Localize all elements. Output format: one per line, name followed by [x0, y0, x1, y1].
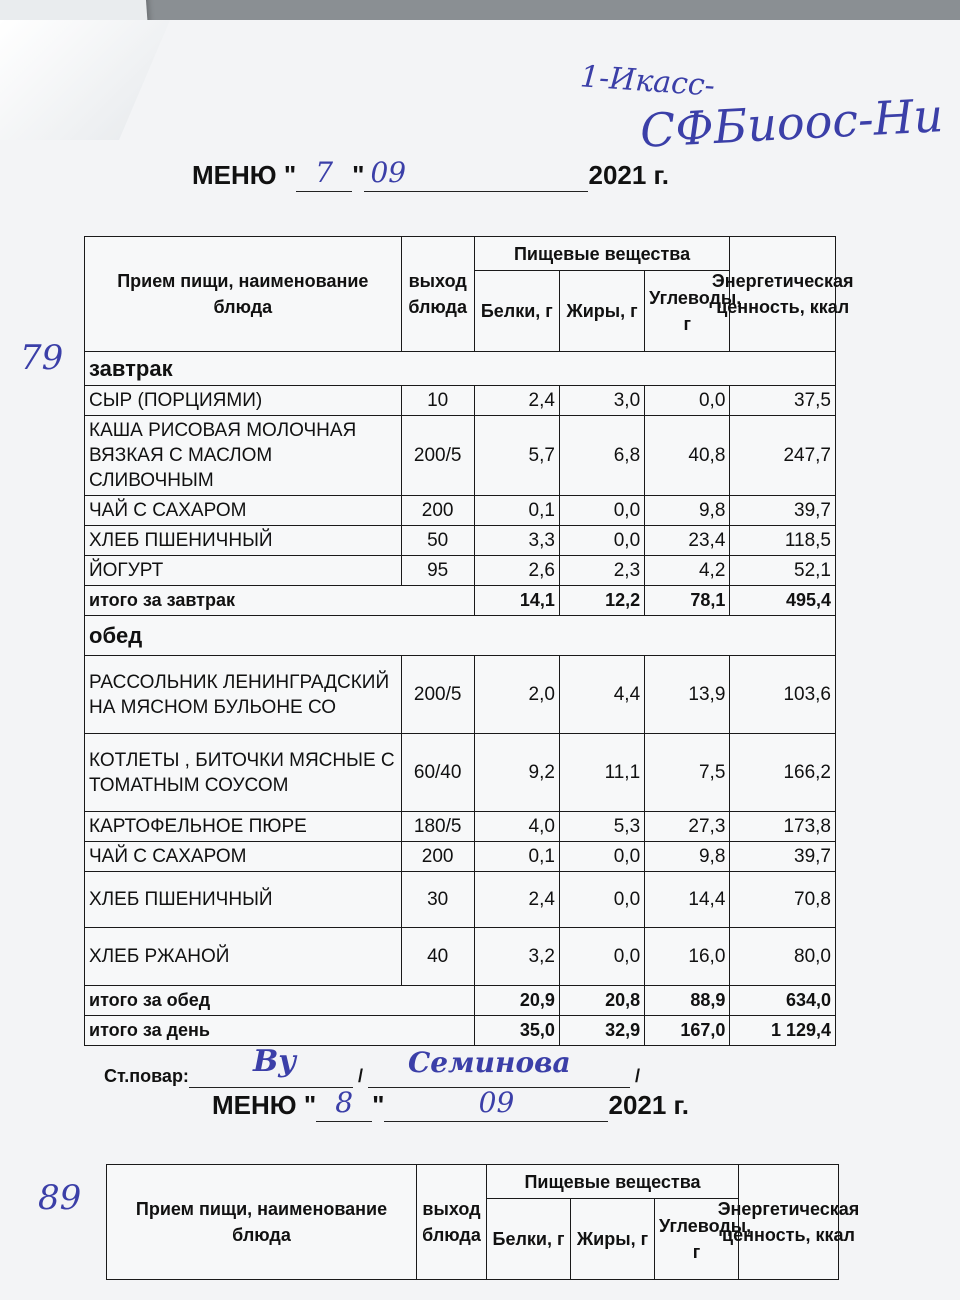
handwritten-class-1: 1-Икасс-	[578, 59, 716, 104]
dish-fat: 5,3	[559, 812, 644, 842]
dish-energy: 103,6	[730, 656, 836, 734]
dish-protein: 2,4	[474, 872, 559, 928]
dish-carbs: 14,4	[645, 872, 730, 928]
total-protein: 20,9	[474, 986, 559, 1016]
chef-signature: Ву	[252, 1044, 297, 1079]
dish-carbs: 27,3	[645, 812, 730, 842]
header-yield: выход блюда	[417, 1165, 487, 1280]
dish-protein: 3,3	[474, 526, 559, 556]
dish-yield: 200	[401, 842, 474, 872]
dish-name: ХЛЕБ ПШЕНИЧНЫЙ	[85, 526, 402, 556]
dish-energy: 52,1	[730, 556, 836, 586]
dish-name: СЫР (ПОРЦИЯМИ)	[85, 386, 402, 416]
breakfast-total-row	[85, 586, 836, 616]
dish-carbs: 9,8	[645, 496, 730, 526]
header-energy: Энергетическая ценность, ккал	[730, 237, 836, 352]
header-protein: Белки, г	[487, 1199, 571, 1280]
dish-energy: 166,2	[730, 734, 836, 812]
dish-fat: 3,0	[559, 386, 644, 416]
dish-fat: 0,0	[559, 928, 644, 986]
dish-protein: 0,1	[474, 496, 559, 526]
dish-energy: 247,7	[730, 416, 836, 496]
dish-fat: 2,3	[559, 556, 644, 586]
header-carbs: Углеводы, г	[645, 271, 730, 352]
menu2-table	[106, 1164, 860, 1280]
dish-energy: 173,8	[730, 812, 836, 842]
dish-carbs: 40,8	[645, 416, 730, 496]
handwritten-class-2: СФБиоос-Ни	[638, 88, 945, 158]
dish-fat: 6,8	[559, 416, 644, 496]
dish-carbs: 23,4	[645, 526, 730, 556]
table-row	[85, 416, 836, 496]
dish-yield: 40	[401, 928, 474, 986]
total-label: итого за обед	[85, 986, 475, 1016]
total-protein: 14,1	[474, 586, 559, 616]
header-yield: выход блюда	[401, 237, 474, 352]
dish-yield: 180/5	[401, 812, 474, 842]
total-carbs: 88,9	[645, 986, 730, 1016]
dish-carbs: 7,5	[645, 734, 730, 812]
header-nutrients: Пищевые вещества	[474, 237, 730, 271]
dish-fat: 0,0	[559, 872, 644, 928]
table-row	[85, 496, 836, 526]
dish-carbs: 0,0	[645, 386, 730, 416]
total-energy: 495,4	[730, 586, 836, 616]
header-protein: Белки, г	[474, 271, 559, 352]
total-fat: 12,2	[559, 586, 644, 616]
menu1-month: 09	[370, 156, 407, 189]
dish-carbs: 16,0	[645, 928, 730, 986]
table-row	[85, 386, 836, 416]
chef-label: Ст.повар:	[104, 1066, 189, 1086]
dish-name: КАША РИСОВАЯ МОЛОЧНАЯ ВЯЗКАЯ С МАСЛОМ СЛИВОЧНЫМ	[85, 416, 402, 496]
dish-yield: 200/5	[401, 416, 474, 496]
total-carbs: 78,1	[645, 586, 730, 616]
dish-yield: 95	[401, 556, 474, 586]
total-fat: 20,8	[559, 986, 644, 1016]
header-dish: Прием пищи, наименование блюда	[107, 1165, 417, 1280]
dish-name: РАССОЛЬНИК ЛЕНИНГРАДСКИЙ НА МЯСНОМ БУЛЬОНЕ СО	[85, 656, 402, 734]
dish-yield: 50	[401, 526, 474, 556]
day-total-energy: 1 129,4	[730, 1016, 836, 1046]
menu1-day: 7	[315, 156, 334, 189]
dish-energy: 39,7	[730, 496, 836, 526]
menu2-month: 09	[478, 1086, 515, 1119]
dish-yield: 10	[401, 386, 474, 416]
dish-carbs: 4,2	[645, 556, 730, 586]
total-energy: 634,0	[730, 986, 836, 1016]
dish-yield: 30	[401, 872, 474, 928]
table-row	[85, 812, 836, 842]
menu2-title: МЕНЮ " 8 " 09 2021 г.	[212, 1086, 689, 1120]
menu2-day: 8	[335, 1086, 354, 1119]
dish-carbs: 9,8	[645, 842, 730, 872]
dish-yield: 200	[401, 496, 474, 526]
dish-name: ЧАЙ С САХАРОМ	[85, 842, 402, 872]
margin-note-89: 89	[38, 1178, 82, 1218]
day-total-carbs: 167,0	[645, 1016, 730, 1046]
dish-carbs: 13,9	[645, 656, 730, 734]
header-energy: Энергетическая ценность, ккал	[739, 1165, 839, 1280]
table-row	[85, 526, 836, 556]
table-row	[85, 842, 836, 872]
lunch-total-row	[85, 986, 836, 1016]
day-total-protein: 35,0	[474, 1016, 559, 1046]
menu1-title: МЕНЮ " 7 " 09 2021 г.	[192, 156, 669, 190]
dish-protein: 2,0	[474, 656, 559, 734]
header-dish: Прием пищи, наименование блюда	[85, 237, 402, 352]
table-row	[85, 872, 836, 928]
table-row	[85, 656, 836, 734]
margin-note-79: 79	[20, 338, 64, 378]
dish-fat: 4,4	[559, 656, 644, 734]
header-fat: Жиры, г	[559, 271, 644, 352]
dish-protein: 5,7	[474, 416, 559, 496]
day-total-label: итого за день	[85, 1016, 475, 1046]
dish-yield: 60/40	[401, 734, 474, 812]
table-row	[85, 734, 836, 812]
dish-energy: 80,0	[730, 928, 836, 986]
day-total-fat: 32,9	[559, 1016, 644, 1046]
dish-name: ХЛЕБ РЖАНОЙ	[85, 928, 402, 986]
dish-protein: 2,4	[474, 386, 559, 416]
folded-corner	[0, 20, 170, 140]
menu1-table	[84, 236, 854, 1046]
chef-name: Семинова	[407, 1046, 571, 1079]
header-nutrients: Пищевые вещества	[487, 1165, 739, 1199]
dish-name: КАРТОФЕЛЬНОЕ ПЮРЕ	[85, 812, 402, 842]
table-row	[85, 556, 836, 586]
dish-protein: 0,1	[474, 842, 559, 872]
dish-yield: 200/5	[401, 656, 474, 734]
dish-protein: 9,2	[474, 734, 559, 812]
dish-name: ЧАЙ С САХАРОМ	[85, 496, 402, 526]
dish-name: ХЛЕБ ПШЕНИЧНЫЙ	[85, 872, 402, 928]
dish-protein: 3,2	[474, 928, 559, 986]
dish-fat: 0,0	[559, 526, 644, 556]
dish-energy: 70,8	[730, 872, 836, 928]
header-carbs: Углеводы, г	[655, 1199, 739, 1280]
total-label: итого за завтрак	[85, 586, 475, 616]
section-breakfast: завтрак	[85, 352, 836, 386]
dish-name: ЙОГУРТ	[85, 556, 402, 586]
dish-energy: 39,7	[730, 842, 836, 872]
dish-fat: 0,0	[559, 842, 644, 872]
dish-name: КОТЛЕТЫ , БИТОЧКИ МЯСНЫЕ С ТОМАТНЫМ СОУСОМ	[85, 734, 402, 812]
dish-energy: 118,5	[730, 526, 836, 556]
chef-signature-line: Ст.повар: Ву / Семинова /	[104, 1044, 640, 1086]
section-lunch: обед	[85, 616, 836, 656]
dish-protein: 4,0	[474, 812, 559, 842]
header-fat: Жиры, г	[571, 1199, 655, 1280]
dish-protein: 2,6	[474, 556, 559, 586]
dish-fat: 11,1	[559, 734, 644, 812]
table-row	[85, 928, 836, 986]
dish-energy: 37,5	[730, 386, 836, 416]
dish-fat: 0,0	[559, 496, 644, 526]
day-total-row	[85, 1016, 836, 1046]
